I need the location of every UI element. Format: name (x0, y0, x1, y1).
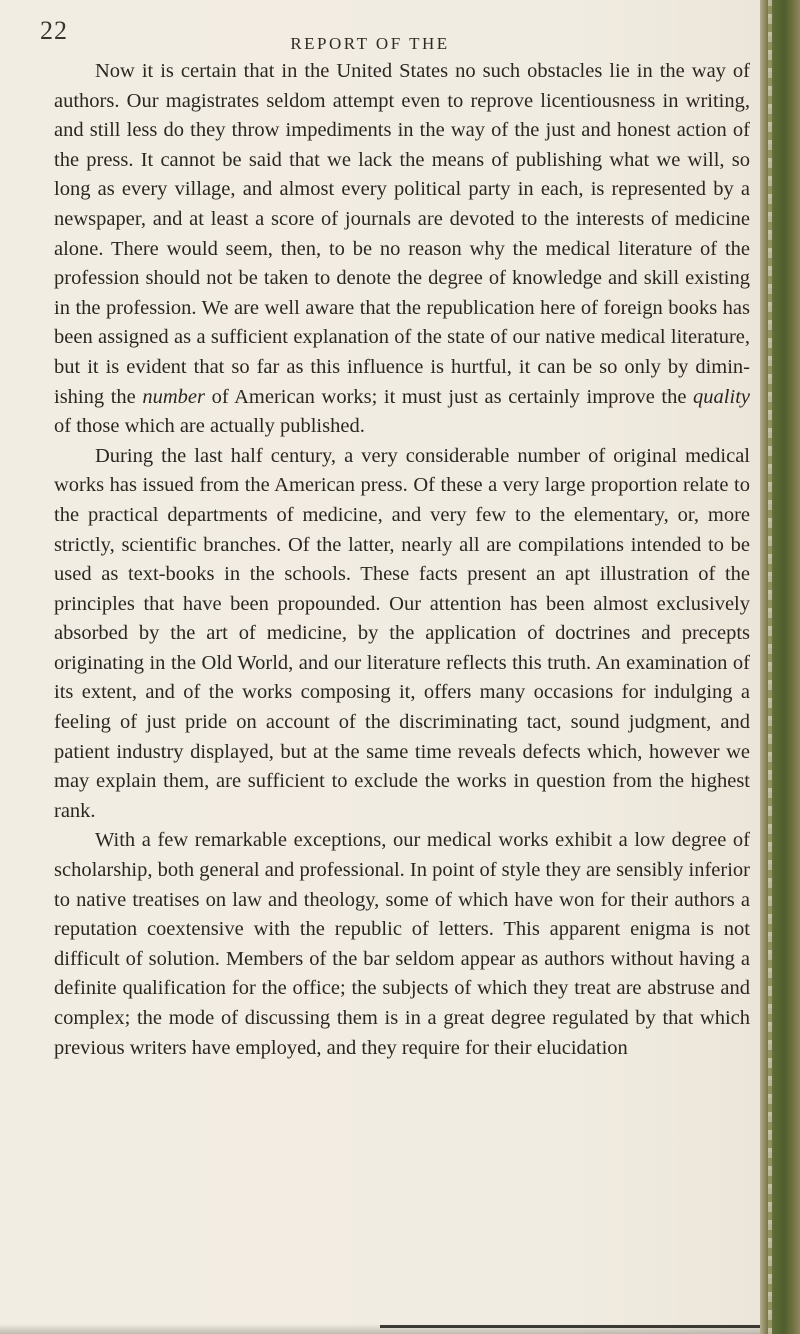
page-number: 22 (40, 16, 68, 45)
text-segment: of American works; it must just as certainly improve the (204, 385, 694, 408)
book-cover-edge (760, 0, 800, 1334)
running-head: REPORT OF THE (290, 34, 450, 53)
text-segment: Now it is certain that in the United States no such obstacles lie in the way of authors. Our magistrates seldom attempt even to reprove licentiousness in writing, and still less do they throw impediments in the way of the just and honest action of the press. It cannot be said that we lack the means of publishing what we will, so long as every village, and almost every political party in each, is represented by a newspaper, and at least a score of journals are devoted to the interests of medicine alone. There would seem, then, to be no reason why the medical literature of the profession should not be taken to denote the degree of knowledge and skill existing in the profession. We are well aware that the republication here of foreign books has been assigned as a sufficient explanation of the state of our native medical literature, but it is evident that so far as this influence is hurtful, it can be so only by diminishing the (54, 60, 750, 408)
text-segment: During the last half century, a very considerable number of original medical works has issued from the American press. Of these a very large proportion relate to the practical departments of medicine, and very few to the elementary, or, more strictly, scientific branches. Of the latter, nearly all are compilations intended to be used as text-books in the schools. These facts present an apt illustration of the principles that have been propounded. Our attention has been almost exclusively absorbed by the art of medicine, by the application of doctrines and precepts originating in the Old World, and our literature reflects this truth. An examination of its extent, and of the works composing it, offers many occasions for indulging a feeling of just pride on account of the discriminating tact, sound judgment, and patient industry displayed, but at the same time reveals defects which, however we may explain them, are sufficient to exclude the works in question from the highest rank. (54, 444, 750, 822)
text-segment: of those which are actually published. (54, 415, 365, 438)
emphasis-quality: quality (693, 385, 750, 408)
page-bottom-rule (380, 1325, 780, 1328)
body-text (54, 57, 750, 1063)
paragraph-2 (54, 442, 750, 827)
paragraph-3 (54, 826, 750, 1063)
emphasis-number: number (142, 385, 205, 408)
paragraph-1 (54, 57, 750, 442)
text-segment: With a few remarkable exceptions, our medical works exhibit a low degree of scholarship, both general and professional. In point of style they are sensibly inferior to native treatises on law and theology, some of which have won for their authors a reputation coextensive with the republic of letters. This apparent enigma is not difficult of solution. Members of the bar seldom appear as authors without having a definite qualification for the office; the subjects of which they treat are abstruse and complex; the mode of discussing them is in a great degree regulated by that which previous writers have employed, and they require for their elucidation (54, 829, 750, 1059)
